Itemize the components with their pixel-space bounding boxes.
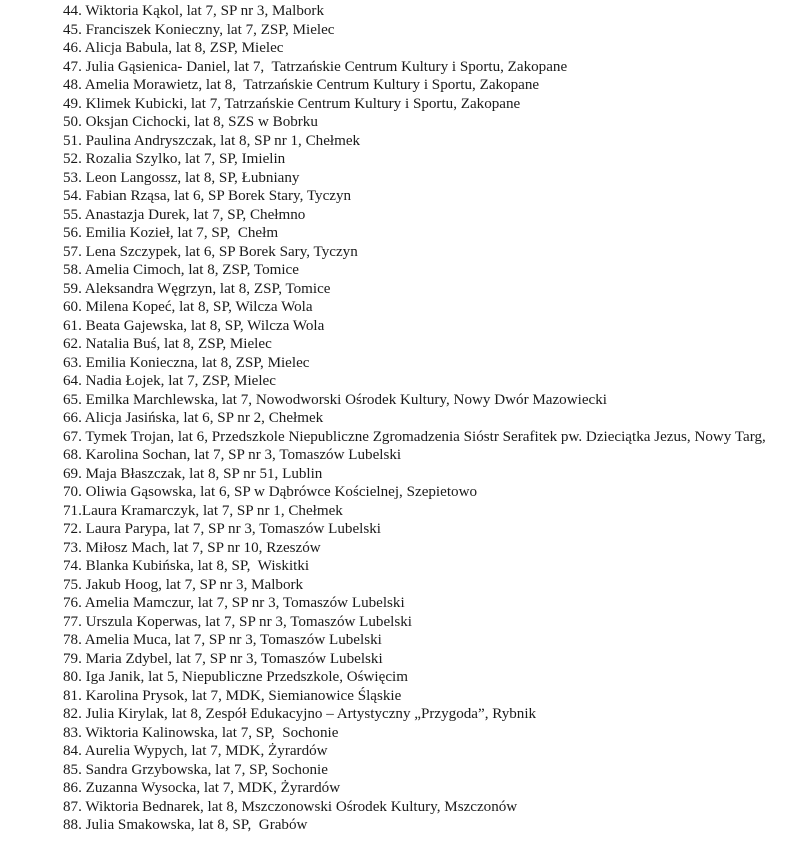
list-item: 83. Wiktoria Kalinowska, lat 7, SP, Sochonie	[63, 724, 339, 741]
list-item: 72. Laura Parypa, lat 7, SP nr 3, Tomaszów Lubelski	[63, 521, 381, 537]
list-item: 54. Fabian Rząsa, lat 6, SP Borek Stary, Tyczyn	[63, 188, 352, 204]
list-item: 48. Amelia Morawietz, lat 8, Tatrzańskie Centrum Kultury i Sportu, Zakopane	[63, 77, 540, 93]
list-item: 86. Zuzanna Wysocka, lat 7, MDK, Żyrardów	[63, 780, 341, 796]
list-item: 81. Karolina Prysok, lat 7, MDK, Siemianowice Śląskie	[63, 687, 402, 704]
list-item: 47. Julia Gąsienica- Daniel, lat 7, Tatrzańskie Centrum Kultury i Sportu, Zakopane	[63, 58, 568, 75]
list-item: 69. Maja Błaszczak, lat 8, SP nr 51, Lublin	[63, 465, 323, 482]
list-item: 53. Leon Langossz, lat 8, SP, Łubniany	[63, 169, 300, 186]
list-item: 64. Nadia Łojek, lat 7, ZSP, Mielec	[63, 373, 276, 389]
participant-list	[63, 2, 785, 835]
list-item: 88. Julia Smakowska, lat 8, SP, Grabów	[63, 817, 308, 833]
list-item: 71.Laura Kramarczyk, lat 7, SP nr 1, Chełmek	[63, 502, 343, 519]
list-item: 66. Alicja Jasińska, lat 6, SP nr 2, Chełmek	[63, 410, 324, 426]
list-item: 50. Oksjan Cichocki, lat 8, SZS w Bobrku	[63, 114, 318, 130]
list-item: 82. Julia Kirylak, lat 8, Zespół Edukacyjno – Artystyczny „Przygoda”, Rybnik	[63, 706, 537, 722]
list-item: 87. Wiktoria Bednarek, lat 8, Mszczonowski Ośrodek Kultury, Mszczonów	[63, 798, 518, 815]
list-item: 57. Lena Szczypek, lat 6, SP Borek Sary, Tyczyn	[63, 243, 358, 260]
list-item: 67. Tymek Trojan, lat 6, Przedszkole Niepubliczne Zgromadzenia Sióstr Serafitek pw. Dzieciątka Jezus, Nowy Targ,	[63, 428, 766, 445]
list-item: 77. Urszula Koperwas, lat 7, SP nr 3, Tomaszów Lubelski	[63, 613, 412, 630]
list-item: 73. Miłosz Mach, lat 7, SP nr 10, Rzeszów	[63, 539, 321, 556]
list-item: 59. Aleksandra Węgrzyn, lat 8, ZSP, Tomice	[63, 280, 331, 297]
list-item: 76. Amelia Mamczur, lat 7, SP nr 3, Tomaszów Lubelski	[63, 595, 405, 611]
list-item: 70. Oliwia Gąsowska, lat 6, SP w Dąbrówce Kościelnej, Szepietowo	[63, 484, 478, 500]
list-item: 45. Franciszek Konieczny, lat 7, ZSP, Mielec	[63, 21, 335, 38]
list-item: 46. Alicja Babula, lat 8, ZSP, Mielec	[63, 40, 284, 56]
list-item: 61. Beata Gajewska, lat 8, SP, Wilcza Wola	[63, 317, 325, 334]
list-item: 85. Sandra Grzybowska, lat 7, SP, Sochonie	[63, 761, 328, 778]
list-item: 56. Emilia Kozieł, lat 7, SP, Chełm	[63, 225, 279, 241]
list-item: 63. Emilia Konieczna, lat 8, ZSP, Mielec	[63, 354, 310, 371]
list-item: 74. Blanka Kubińska, lat 8, SP, Wiskitki	[63, 558, 310, 574]
list-item: 58. Amelia Cimoch, lat 8, ZSP, Tomice	[63, 262, 299, 278]
list-item: 84. Aurelia Wypych, lat 7, MDK, Żyrardów	[63, 743, 328, 759]
list-item: 62. Natalia Buś, lat 8, ZSP, Mielec	[63, 336, 272, 352]
list-item: 79. Maria Zdybel, lat 7, SP nr 3, Tomaszów Lubelski	[63, 650, 383, 667]
list-item: 60. Milena Kopeć, lat 8, SP, Wilcza Wola	[63, 299, 313, 315]
list-item: 51. Paulina Andryszczak, lat 8, SP nr 1, Chełmek	[63, 132, 361, 149]
list-item: 78. Amelia Muca, lat 7, SP nr 3, Tomaszów Lubelski	[63, 632, 382, 648]
list-item: 49. Klimek Kubicki, lat 7, Tatrzańskie Centrum Kultury i Sportu, Zakopane	[63, 95, 521, 112]
list-item: 65. Emilka Marchlewska, lat 7, Nowodworski Ośrodek Kultury, Nowy Dwór Mazowiecki	[63, 391, 607, 408]
list-item: 44. Wiktoria Kąkol, lat 7, SP nr 3, Malbork	[63, 3, 324, 19]
list-item: 68. Karolina Sochan, lat 7, SP nr 3, Tomaszów Lubelski	[63, 447, 402, 463]
list-item: 80. Iga Janik, lat 5, Niepubliczne Przedszkole, Oświęcim	[63, 669, 408, 685]
list-item: 55. Anastazja Durek, lat 7, SP, Chełmno	[63, 206, 306, 223]
list-item: 75. Jakub Hoog, lat 7, SP nr 3, Malbork	[63, 576, 304, 593]
list-item: 52. Rozalia Szylko, lat 7, SP, Imielin	[63, 151, 286, 167]
